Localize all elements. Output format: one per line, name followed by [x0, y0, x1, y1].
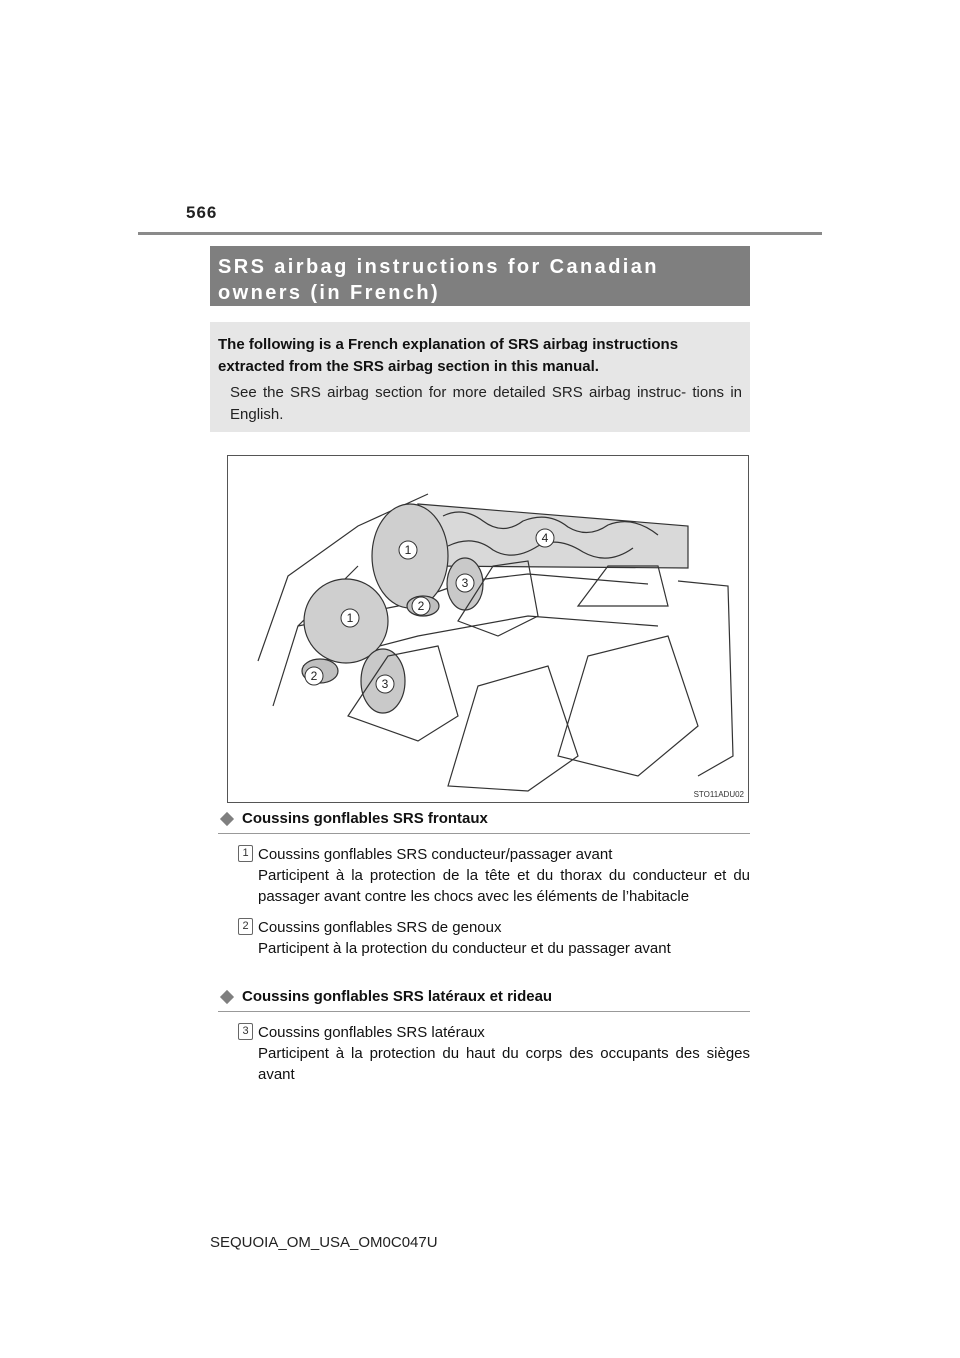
list-item: [218, 917, 750, 959]
section-title-line2: owners (in French): [218, 282, 441, 304]
callout-4: 4: [541, 531, 549, 545]
callout-3-bottom: 3: [381, 677, 389, 691]
diamond-bullet-icon: [220, 811, 234, 825]
item-number-badge: 2: [238, 918, 253, 935]
page-number: 566: [186, 203, 218, 222]
callout-2-bottom: 2: [310, 669, 318, 683]
item-number-badge: 1: [238, 845, 253, 862]
diamond-bullet-icon: [220, 989, 234, 1003]
item-description: Participent à la protection de la tête et du thorax du conducteur et du passager avant contre les chocs avec les éléments de l’habitacle: [258, 867, 750, 905]
callout-1-bottom: 1: [346, 611, 354, 625]
list-item: [218, 844, 750, 907]
section-heading-text: Coussins gonflables SRS latéraux et rideau: [242, 988, 553, 1005]
airbag-illustration: [227, 455, 749, 803]
callout-1-top: 1: [404, 543, 412, 557]
section-side-curtain-airbags: [218, 988, 750, 1085]
list-item: [218, 1022, 750, 1085]
section-title-line1: SRS airbag instructions for Canadian: [218, 256, 659, 278]
callout-2-top: 2: [417, 599, 425, 613]
intro-note: See the SRS airbag section for more detailed SRS airbag instruc- tions in English.: [230, 384, 742, 423]
item-number-badge: 3: [238, 1023, 253, 1040]
intro-box: [210, 322, 750, 432]
item-description: Participent à la protection du haut du corps des occupants des sièges avant: [258, 1045, 750, 1083]
section-header: [210, 246, 750, 306]
footer-doc-code: SEQUOIA_OM_USA_OM0C047U: [210, 1234, 438, 1251]
item-description: Participent à la protection du conducteur et du passager avant: [258, 940, 671, 957]
vehicle-interior-drawing: [228, 456, 748, 802]
callout-3-top: 3: [461, 576, 469, 590]
section-heading-text: Coussins gonflables SRS frontaux: [242, 810, 488, 827]
intro-bold-text: The following is a French explanation of SRS airbag instructions extracted from the SRS airbag section in this manual.: [218, 336, 679, 375]
item-title: Coussins gonflables SRS latéraux: [258, 1024, 485, 1041]
section-heading: [218, 988, 750, 1012]
item-title: Coussins gonflables SRS de genoux: [258, 919, 502, 936]
figure-code: STO11ADU02: [693, 790, 744, 799]
top-rule: [138, 232, 822, 235]
section-frontal-airbags: [218, 810, 750, 959]
section-heading: [218, 810, 750, 834]
item-title: Coussins gonflables SRS conducteur/passager avant: [258, 846, 613, 863]
